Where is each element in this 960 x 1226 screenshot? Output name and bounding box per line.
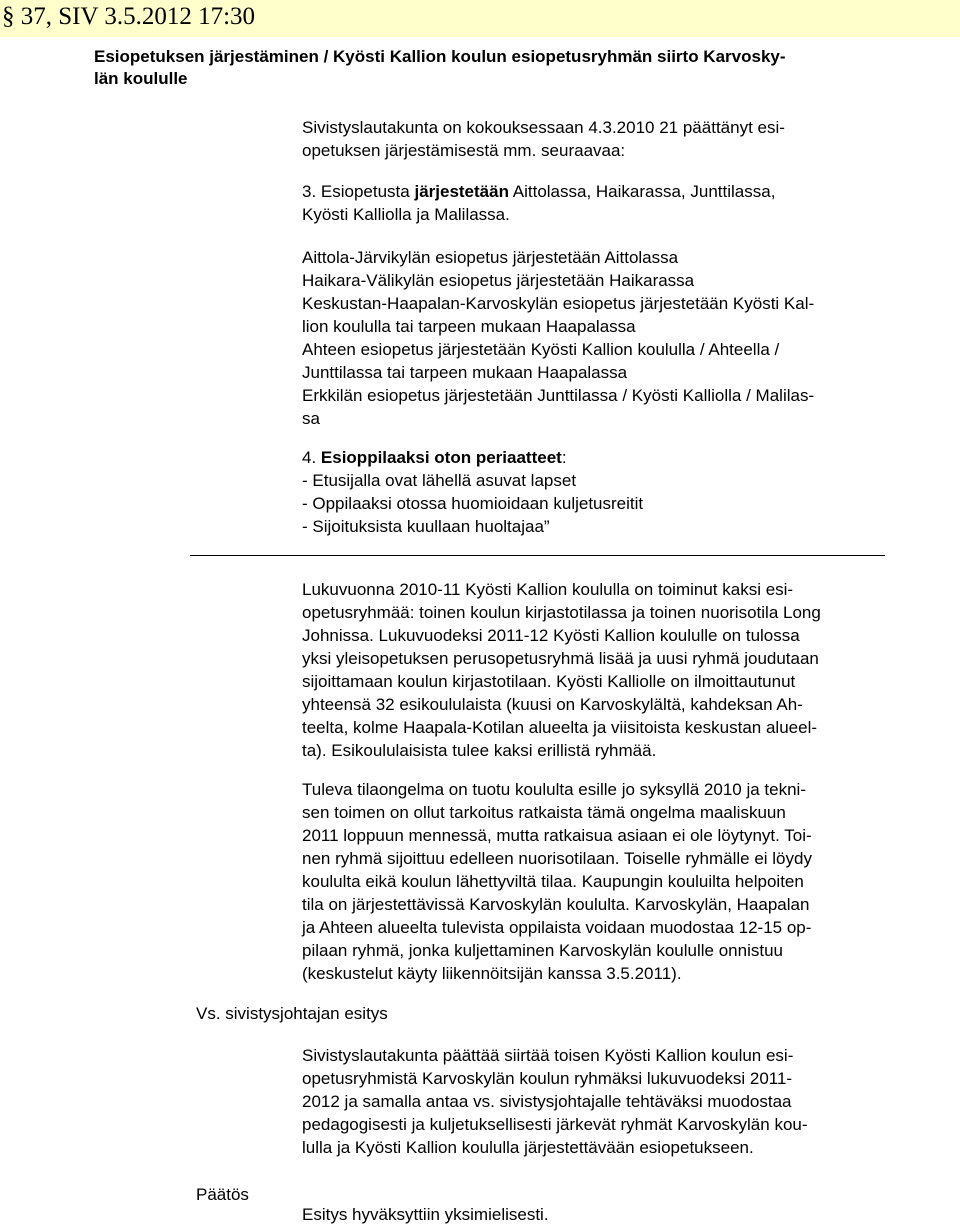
list-item: Aittola-Järvikylän esiopetus järjestetään Aittolassa: [302, 248, 679, 267]
item-3-bold: järjestetään: [414, 182, 509, 201]
item-3-prefix: 3. Esiopetusta: [302, 182, 415, 201]
item-4-prefix: 4.: [302, 448, 321, 467]
intro-paragraph: [302, 116, 902, 162]
list-item: - Oppilaaksi otossa huomioidaan kuljetusreitit: [302, 494, 644, 513]
text-line: tila on järjestettävissä Karvoskylän koululta. Karvoskylän, Haapalan: [302, 895, 810, 914]
title-line: län koululle: [94, 69, 188, 88]
list-item: Haikara-Välikylän esiopetus järjestetään Haikarassa: [302, 271, 695, 290]
text-line: teelta, kolme Haapala-Kotilan alueelta ja viisitoista keskustan alueel-: [302, 718, 818, 737]
text-line: ta). Esikoululaisista tulee kaksi erillistä ryhmää.: [302, 741, 657, 760]
text-line: pedagogisesti ja kuljetuksellisesti järkevät ryhmät Karvoskylän kou-: [302, 1115, 808, 1134]
proposal-text: [302, 1044, 902, 1159]
list-item: Keskustan-Haapalan-Karvoskylän esiopetus järjestetään Kyösti Kal-: [302, 294, 815, 313]
text-line: Tuleva tilaongelma on tuotu koululta esille jo syksyllä 2010 ja tekni-: [302, 780, 806, 799]
proposal-label: Vs. sivistysjohtajan esitys: [196, 1004, 388, 1023]
text-line: sen toimen on ollut tarkoitus ratkaista tämä ongelma maaliskuun: [302, 803, 786, 822]
list-item: Ahteen esiopetus järjestetään Kyösti Kallion koululla / Ahteella /: [302, 340, 780, 359]
text-line: Sivistyslautakunta päättää siirtää toisen Kyösti Kallion koulun esi-: [302, 1046, 794, 1065]
item-3-suffix: Aittolassa, Haikarassa, Junttilassa,: [508, 182, 776, 201]
text-line: (keskustelut käyty liikennöitsijän kanssa 3.5.2011).: [302, 964, 682, 983]
item-4: [302, 446, 902, 538]
text-line: opetusryhmistä Karvoskylän koulun ryhmäksi lukuvuodeksi 2011-: [302, 1069, 793, 1088]
text-line: lulla ja Kyösti Kallion koululla järjestettävään esiopetukseen.: [302, 1138, 754, 1157]
text-line: yhteensä 32 esikoululaista (kuusi on Karvoskylältä, kahdeksan Ah-: [302, 695, 803, 714]
decision-label: Päätös: [196, 1185, 249, 1204]
paragraph-2: [302, 778, 902, 985]
list-item: - Etusijalla ovat lähellä asuvat lapset: [302, 471, 577, 490]
text-line: Sivistyslautakunta on kokouksessaan 4.3.2010 21 päättänyt esi-: [302, 118, 785, 137]
text-line: nen ryhmä sijoittuu edelleen nuorisotilaan. Toiselle ryhmälle ei löydy: [302, 849, 812, 868]
text-line: pilaan ryhmä, jonka kuljettaminen Karvoskylän koululle onnistuu: [302, 941, 783, 960]
text-line: Esitys hyväksyttiin yksimielisesti.: [302, 1205, 549, 1224]
text-line: [302, 446, 902, 469]
list-item: sa: [302, 409, 320, 428]
text-line: 2012 ja samalla antaa vs. sivistysjohtajalle tehtäväksi muodostaa: [302, 1092, 792, 1111]
page-title: [94, 46, 894, 90]
list-item: Erkkilän esiopetus järjestetään Junttilassa / Kyösti Kalliolla / Malilas-: [302, 386, 815, 405]
meeting-header: § 37, SIV 3.5.2012 17:30: [2, 3, 256, 30]
text-line: Johnissa. Lukuvuodeksi 2011-12 Kyösti Kallion koululle on tulossa: [302, 626, 800, 645]
item-3: [302, 180, 902, 226]
decision-text: [302, 1203, 902, 1226]
text-line: Kyösti Kalliolla ja Malilassa.: [302, 205, 510, 224]
text-line: opetusryhmää: toinen koulun kirjastotilassa ja toinen nuorisotila Long: [302, 603, 821, 622]
item-4-bold: Esioppilaaksi oton periaatteet: [320, 448, 562, 467]
arrangements-list: [302, 246, 902, 430]
list-item: lion koululla tai tarpeen mukaan Haapalassa: [302, 317, 636, 336]
paragraph-1: [302, 578, 902, 762]
text-line: opetuksen järjestämisestä mm. seuraavaa:: [302, 141, 626, 160]
text-line: ja Ahteen alueelta tulevista oppilaista voidaan muodostaa 12-15 op-: [302, 918, 812, 937]
text-line: yksi yleisopetuksen perusopetusryhmä lisää ja uusi ryhmä joudutaan: [302, 649, 819, 668]
text-line: Lukuvuonna 2010-11 Kyösti Kallion koululla on toiminut kaksi esi-: [302, 580, 794, 599]
list-item: - Sijoituksista kuullaan huoltajaa”: [302, 517, 550, 536]
title-line: Esiopetuksen järjestäminen / Kyösti Kallion koulun esiopetusryhmän siirto Karvosky-: [94, 47, 786, 66]
text-line: sijoittamaan koulun kirjastotilaan. Kyösti Kalliolle on ilmoittautunut: [302, 672, 796, 691]
item-4-suffix: :: [561, 448, 567, 467]
text-line: 2011 loppuun mennessä, mutta ratkaisua asiaan ei ole löytynyt. Toi-: [302, 826, 812, 845]
text-line: koululta eikä koulun lähettyviltä tilaa. Kaupungin kouluilta helpoiten: [302, 872, 804, 891]
horizontal-divider: [190, 555, 885, 556]
header-bar: [0, 0, 960, 37]
text-line: [302, 180, 902, 203]
list-item: Junttilassa tai tarpeen mukaan Haapalassa: [302, 363, 628, 382]
